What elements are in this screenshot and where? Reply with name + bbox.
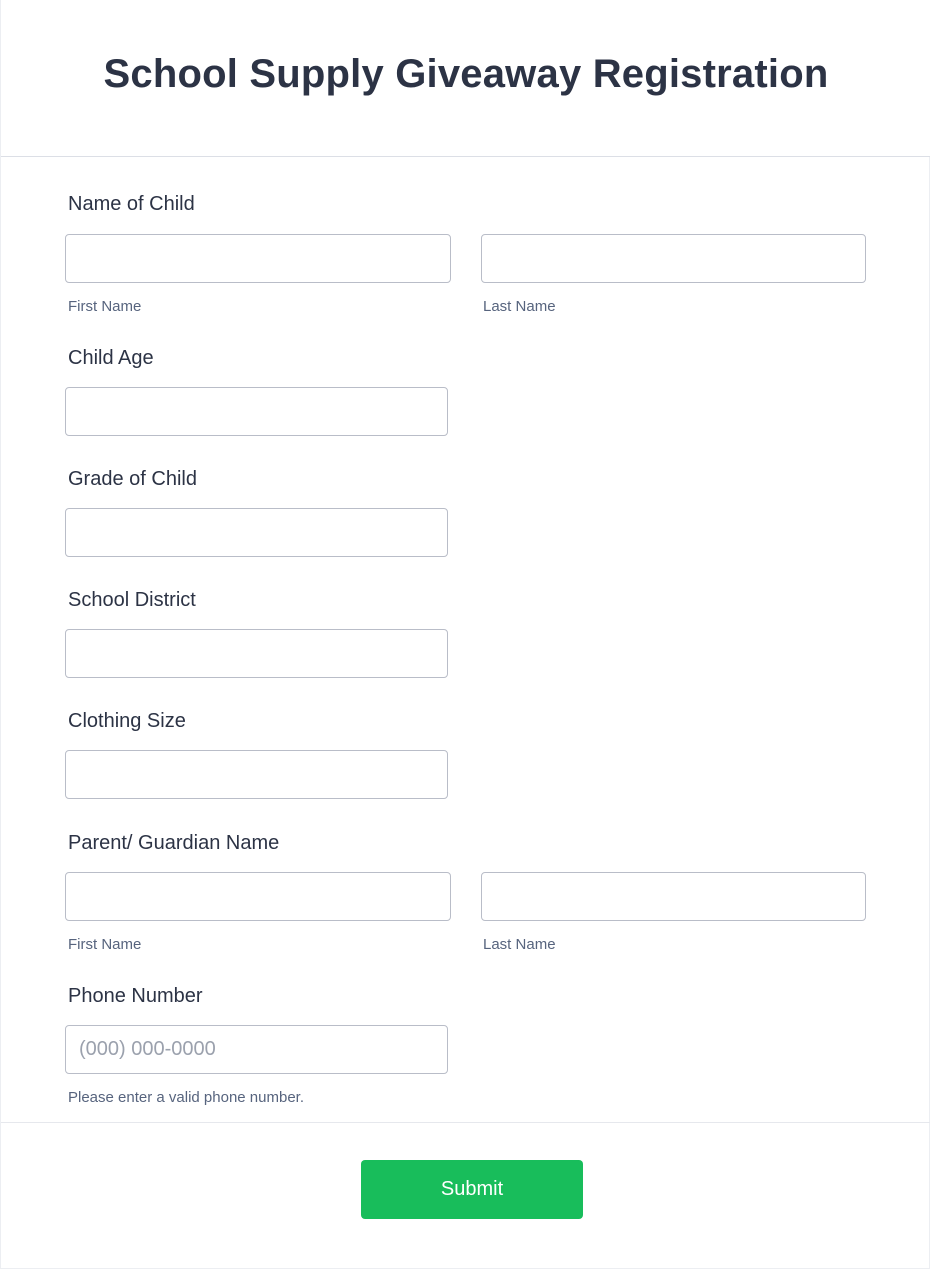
child-first-name-input[interactable]: [65, 234, 451, 283]
phone-label: Phone Number: [68, 985, 203, 1007]
guardian-first-name-sublabel: First Name: [68, 936, 142, 953]
child-name-label: Name of Child: [68, 193, 195, 215]
child-first-name-sublabel: First Name: [68, 298, 142, 315]
clothing-size-input[interactable]: [65, 750, 448, 799]
child-last-name-input[interactable]: [481, 234, 866, 283]
guardian-name-label: Parent/ Guardian Name: [68, 832, 280, 854]
guardian-last-name-sublabel: Last Name: [483, 936, 556, 953]
footer-divider: [1, 1122, 930, 1123]
grade-input[interactable]: [65, 508, 448, 557]
submit-button[interactable]: Submit: [361, 1160, 583, 1219]
form-header: [1, 0, 930, 157]
school-district-input[interactable]: [65, 629, 448, 678]
child-last-name-sublabel: Last Name: [483, 298, 556, 315]
child-age-label: Child Age: [68, 347, 154, 369]
school-district-label: School District: [68, 589, 196, 611]
phone-hint: Please enter a valid phone number.: [68, 1089, 304, 1106]
phone-input[interactable]: [65, 1025, 448, 1074]
child-age-input[interactable]: [65, 387, 448, 436]
guardian-last-name-input[interactable]: [481, 872, 866, 921]
clothing-size-label: Clothing Size: [68, 710, 186, 732]
form-title: School Supply Giveaway Registration: [103, 52, 829, 96]
guardian-first-name-input[interactable]: [65, 872, 451, 921]
grade-label: Grade of Child: [68, 468, 197, 490]
